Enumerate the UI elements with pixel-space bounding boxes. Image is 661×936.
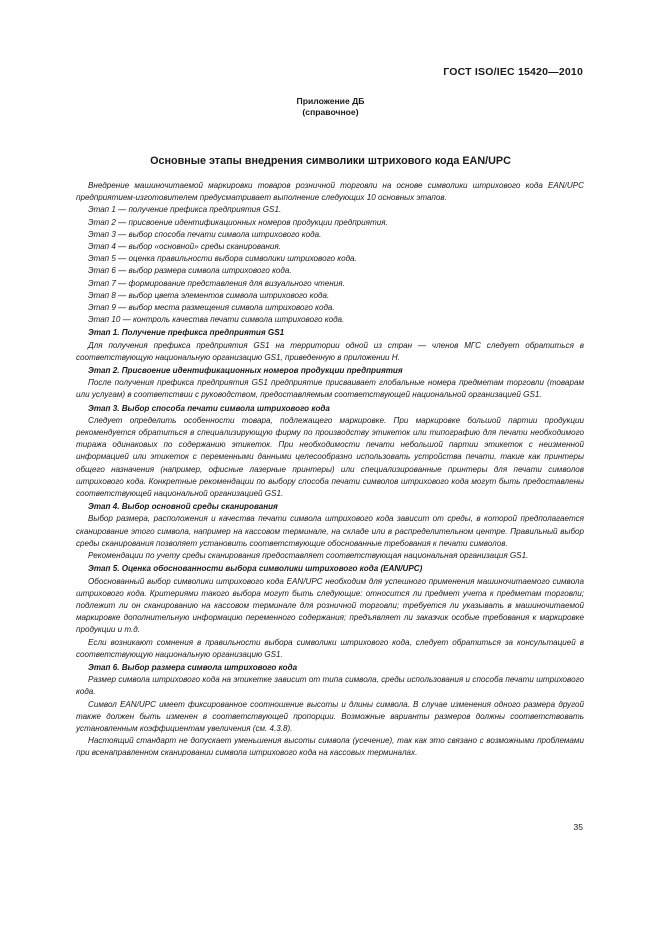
stage-heading: Этап 2. Присвоение идентификационных номеров продукции предприятия <box>88 366 403 376</box>
paragraph: Символ EAN/UPC имеет фиксированное соотношение высоты и длины символа. В случае изменения одного размера другой также должен быть изменен в соответствующей пропорции. Возможные варианты размеров должны соответствовать установленным коэффициентам увеличения (см. 4.3.8). <box>76 699 584 733</box>
page-number: 35 <box>573 822 583 832</box>
paragraph: Этап 7 — формирование представления для визуального чтения. <box>88 278 345 288</box>
paragraph: Этап 3 — выбор способа печати символа штрихового кода. <box>88 229 322 239</box>
paragraph: Этап 10 — контроль качества печати символа штрихового кода. <box>88 315 345 325</box>
paragraph: Этап 5 — оценка правильности выбора символики штрихового кода. <box>88 254 357 264</box>
paragraph: Если возникают сомнения в правильности выбора символики штрихового кода, следует обратиться за консультацией в соответствующую национальную организацию GS1. <box>76 637 584 659</box>
paragraph: Внедрение машиночитаемой маркировки товаров розничной торговли на основе символики штрихового кода EAN/UPC предприятием-изготовителем предусматривает выполнение следующих 10 основных этапов. <box>76 181 584 203</box>
stage-heading: Этап 5. Оценка обоснованности выбора символики штрихового кода (EAN/UPC) <box>88 564 423 574</box>
paragraph: Этап 9 — выбор места размещения символа штрихового кода. <box>88 303 335 313</box>
stage-heading: Этап 1. Получение префикса предприятия GS1 <box>88 328 285 338</box>
paragraph: Обоснованный выбор символики штрихового кода EAN/UPC необходим для успешного применения машиночитаемого символа штрихового кода. Критериями такого выбора могут быть следующие: относится ли предмет учета к предметам торговли; подлежит ли он сканированию на кассовом терминале для розничной торговли; требуется ли указывать в машиночитаемой маркировке дополнительную информацию переменного содержания; предъявляет ли заказчик особые требования к маркировке продукции и т.д. <box>76 576 584 635</box>
annex-heading <box>0 96 661 118</box>
paragraph: Этап 6 — выбор размера символа штрихового кода. <box>88 266 292 276</box>
annex-title: Приложение ДБ <box>296 96 365 106</box>
paragraph: Для получения префикса предприятия GS1 на территории одной из стран — членов МГС следует обратиться в соответствующую национальную организацию GS1, приведенную в приложении Н. <box>76 340 584 362</box>
paragraph: Настоящий стандарт не допускает уменьшения высоты символа (усечение), так как это связано с возможными проблемами при всенаправленном сканировании символа штрихового кода на кассовых терминалах. <box>76 736 584 758</box>
paragraph: Этап 1 — получение префикса предприятия GS1. <box>88 205 282 215</box>
stage-heading: Этап 6. Выбор размера символа штрихового кода <box>88 662 298 672</box>
stage-heading: Этап 4. Выбор основной среды сканирования <box>88 502 278 512</box>
body-text <box>76 180 584 760</box>
paragraph: Выбор размера, расположения и качества печати символа штрихового кода зависит от среды, в которой предполагается сканирование этого символа, например на кассовом терминале, на складе или в распределительном центре. Правильный выбор среды сканирования позволяет установить соответствующие обоснованные требования к печати символов. <box>76 514 584 548</box>
paragraph: Этап 2 — присвоение идентификационных номеров продукции предприятия. <box>88 217 388 227</box>
paragraph: Этап 8 — выбор цвета элементов символа штрихового кода. <box>88 290 330 300</box>
document-code-header: ГОСТ ISO/IEC 15420—2010 <box>443 66 583 78</box>
paragraph: Следует определить особенности товара, подлежащего маркировке. При маркировке большой партии продукции рекомендуется обратиться в специализирующую фирму по производству этикеток или типографию для печати необходимого тиража одинаковых по содержанию этикеток. При необходимости печати небольшой партии этикеток с неизменной информацией или этикеток с переменными данными целесообразно использовать устройства печати, такие как принтеры общего назначения (например, офисные лазерные принтеры) или специализированные принтеры для печати символов штрихового кода. Конкретные рекомендации по выбору способа печати символов штрихового кода могут быть предоставлены соответствующей национальной организацией GS1. <box>76 415 584 499</box>
section-title: Основные этапы внедрения символики штрихового кода EAN/UPC <box>150 155 511 167</box>
annex-subtitle: (справочное) <box>302 107 359 117</box>
stage-heading: Этап 3. Выбор способа печати символа штрихового кода <box>88 403 330 413</box>
paragraph: После получения префикса предприятия GS1 предприятие присваивает глобальные номера предметам торговли (товарам или услугам) в соответствии с руководством, предоставляемым соответствующей национальной организацией GS1. <box>76 378 584 400</box>
paragraph: Рекомендации по учету среды сканирования предоставляет соответствующая национальная организация GS1. <box>88 551 529 561</box>
paragraph: Этап 4 — выбор «основной» среды сканирования. <box>88 242 281 252</box>
paragraph: Размер символа штрихового кода на этикетке зависит от типа символа, среды использования и способа печати штрихового кода. <box>76 675 584 697</box>
